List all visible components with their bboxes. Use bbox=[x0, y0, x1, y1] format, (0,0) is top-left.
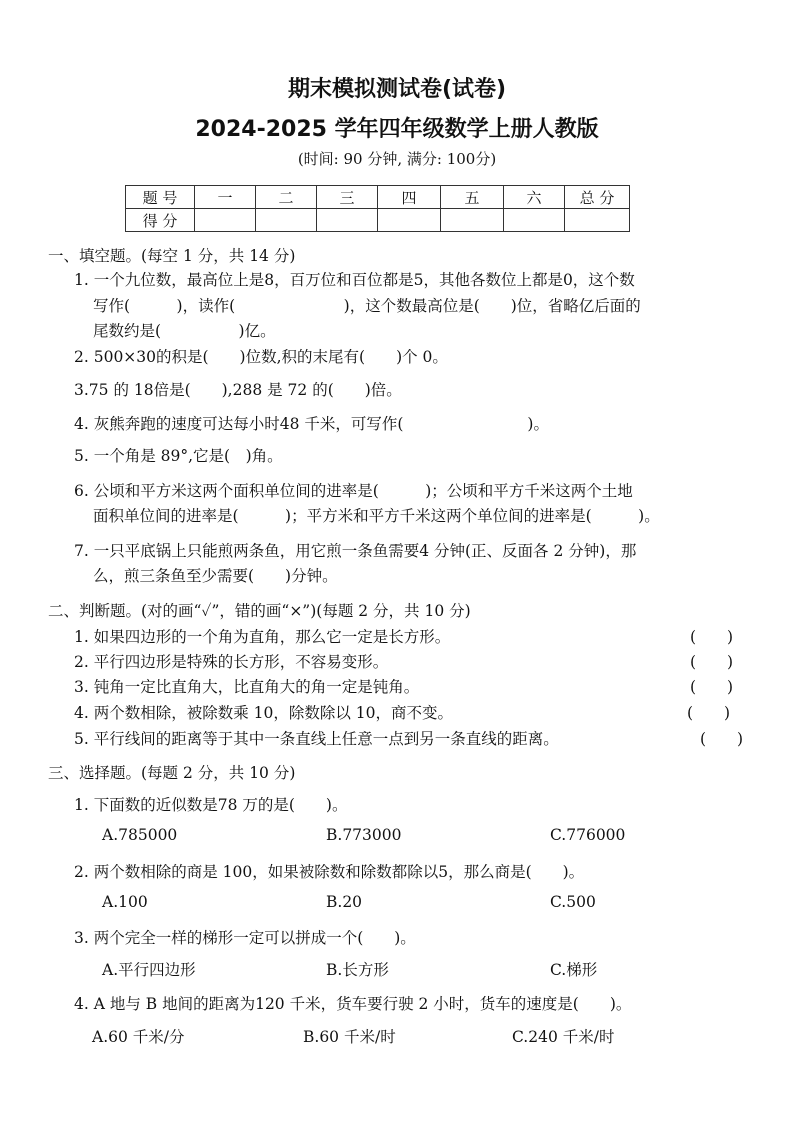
judge-answer-5: ( ) bbox=[700, 730, 744, 748]
score-row-label: 得 分 bbox=[126, 209, 195, 232]
score-input-1 bbox=[195, 209, 256, 232]
fill-q1-line2: 写作( )，读作( )，这个数最高位是( )位，省略亿后面的 bbox=[93, 297, 641, 315]
choice-q4-option-c: C.240 千米/时 bbox=[512, 1028, 615, 1046]
choice-q3-option-a: A.平行四边形 bbox=[102, 961, 196, 979]
score-input-5 bbox=[441, 209, 504, 232]
section1-heading: 一、填空题。(每空 1 分，共 14 分) bbox=[48, 247, 296, 265]
section2-heading: 二、判断题。(对的画“✓”，错的画“×”)(每题 2 分，共 10 分) bbox=[48, 602, 471, 620]
choice-q3: 3. 两个完全一样的梯形一定可以拼成一个( )。 bbox=[74, 929, 416, 947]
score-cell-3: 三 bbox=[317, 186, 378, 209]
fill-q5: 5. 一个角是 89°,它是( )角。 bbox=[74, 447, 283, 465]
score-cell-1: 一 bbox=[195, 186, 256, 209]
choice-q1-option-a: A.785000 bbox=[102, 826, 178, 844]
choice-q4-option-a: A.60 千米/分 bbox=[92, 1028, 185, 1046]
exam-info: (时间: 90 分钟, 满分: 100分) bbox=[297, 150, 497, 168]
judge-answer-2: ( ) bbox=[690, 653, 734, 671]
exam-subtitle: 2024-2025 学年四年级数学上册人教版 bbox=[195, 117, 599, 142]
judge-answer-4: ( ) bbox=[687, 704, 731, 722]
choice-q2-option-a: A.100 bbox=[102, 893, 148, 911]
score-table bbox=[125, 185, 630, 232]
section3-heading: 三、选择题。(每题 2 分，共 10 分) bbox=[48, 764, 296, 782]
judge-item-3: 3. 钝角一定比直角大，比直角大的角一定是钝角。 bbox=[74, 678, 420, 696]
fill-q4: 4. 灰熊奔跑的速度可达每小时48 千米，可写作( )。 bbox=[74, 415, 549, 433]
score-table-score-row bbox=[126, 209, 630, 232]
judge-answer-1: ( ) bbox=[690, 628, 734, 646]
score-cell-total: 总 分 bbox=[565, 186, 630, 209]
score-input-total bbox=[565, 209, 630, 232]
fill-q6-line1: 6. 公顷和平方米这两个面积单位间的进率是( )；公顷和平方千米这两个土地 bbox=[74, 482, 633, 500]
score-table-header-row bbox=[126, 186, 630, 209]
fill-q7-line1: 7. 一只平底锅上只能煎两条鱼，用它煎一条鱼需要4 分钟(正、反面各 2 分钟)，那 bbox=[74, 542, 637, 560]
fill-q1-line1: 1. 一个九位数，最高位上是8，百万位和百位都是5，其他各数位上都是0，这个数 bbox=[74, 271, 635, 289]
choice-q2-option-c: C.500 bbox=[550, 893, 596, 911]
judge-item-5: 5. 平行线间的距离等于其中一条直线上任意一点到另一条直线的距离。 bbox=[74, 730, 559, 748]
exam-title: 期末模拟测试卷(试卷) bbox=[287, 77, 507, 102]
score-input-3 bbox=[317, 209, 378, 232]
judge-item-4: 4. 两个数相除，被除数乘 10，除数除以 10，商不变。 bbox=[74, 704, 454, 722]
fill-q2: 2. 500×30的积是( )位数,积的末尾有( )个 0。 bbox=[74, 348, 448, 366]
fill-q7-line2: 么，煎三条鱼至少需要( )分钟。 bbox=[93, 567, 338, 585]
fill-q1-line3: 尾数约是( )亿。 bbox=[93, 322, 276, 340]
choice-q1-option-c: C.776000 bbox=[550, 826, 626, 844]
score-cell-5: 五 bbox=[441, 186, 504, 209]
choice-q1-option-b: B.773000 bbox=[326, 826, 402, 844]
score-cell-6: 六 bbox=[504, 186, 565, 209]
choice-q3-option-b: B.长方形 bbox=[326, 961, 389, 979]
score-cell-4: 四 bbox=[378, 186, 441, 209]
choice-q4: 4. A 地与 B 地间的距离为120 千米，货车要行驶 2 小时，货车的速度是( )。 bbox=[74, 995, 632, 1013]
judge-item-1: 1. 如果四边形的一个角为直角，那么它一定是长方形。 bbox=[74, 628, 451, 646]
judge-item-2: 2. 平行四边形是特殊的长方形，不容易变形。 bbox=[74, 653, 389, 671]
score-cell-2: 二 bbox=[256, 186, 317, 209]
choice-q2-option-b: B.20 bbox=[326, 893, 363, 911]
score-input-6 bbox=[504, 209, 565, 232]
score-cell-label: 题 号 bbox=[126, 186, 195, 209]
judge-answer-3: ( ) bbox=[690, 678, 734, 696]
choice-q1: 1. 下面数的近似数是78 万的是( )。 bbox=[74, 796, 348, 814]
score-input-2 bbox=[256, 209, 317, 232]
fill-q6-line2: 面积单位间的进率是( )；平方米和平方千米这两个单位间的进率是( )。 bbox=[93, 507, 660, 525]
fill-q3: 3.75 的 18倍是( ),288 是 72 的( )倍。 bbox=[74, 381, 402, 399]
choice-q3-option-c: C.梯形 bbox=[550, 961, 598, 979]
score-input-4 bbox=[378, 209, 441, 232]
choice-q4-option-b: B.60 千米/时 bbox=[303, 1028, 396, 1046]
choice-q2: 2. 两个数相除的商是 100，如果被除数和除数都除以5，那么商是( )。 bbox=[74, 863, 585, 881]
